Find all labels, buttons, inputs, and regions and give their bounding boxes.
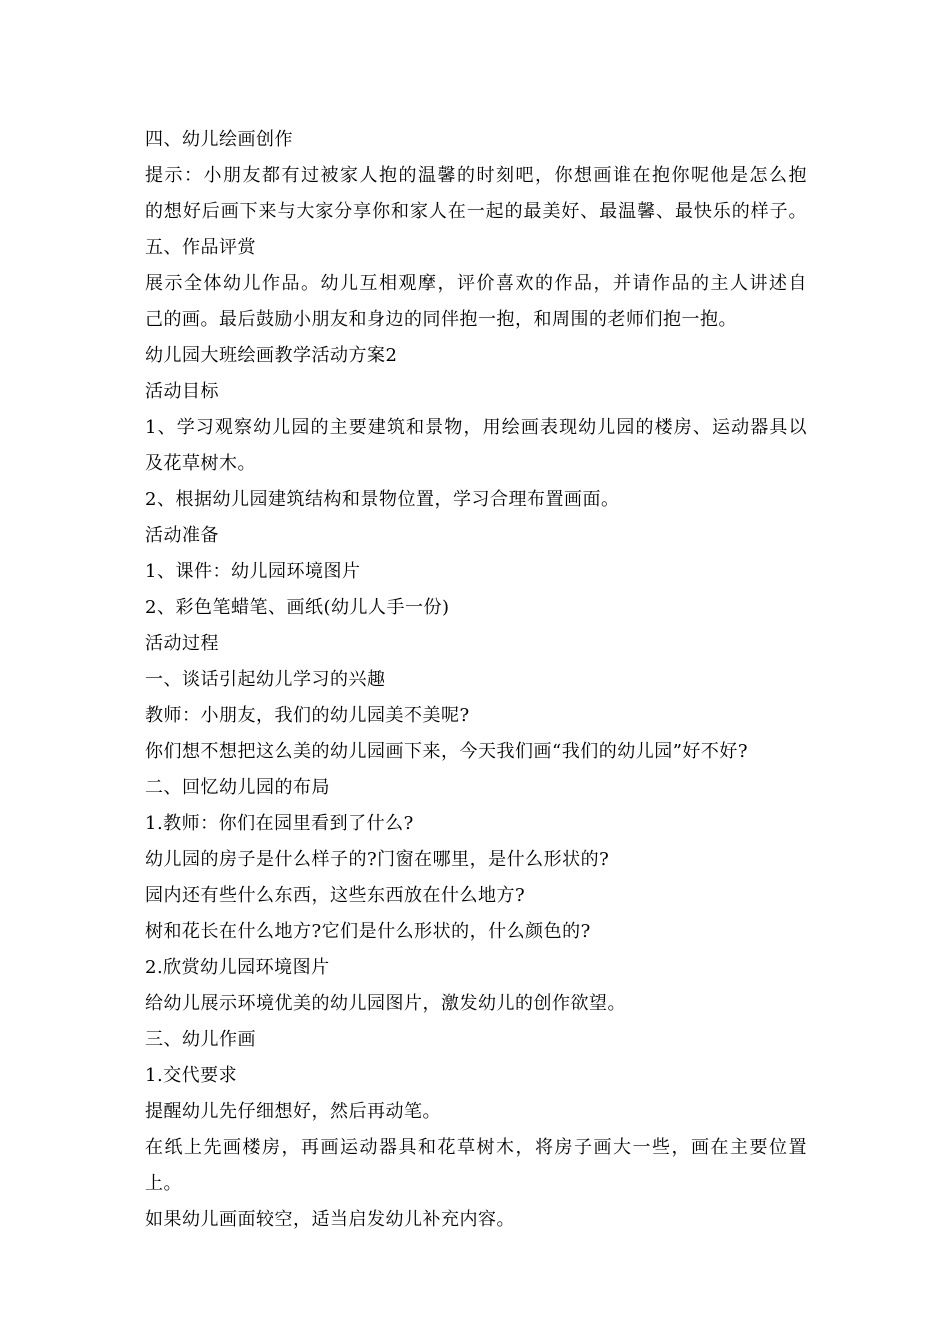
paragraph-line: 2.欣赏幼儿园环境图片 xyxy=(145,957,330,978)
section-heading: 四、幼儿绘画创作 xyxy=(145,129,293,150)
paragraph-line: 在纸上先画楼房，再画运动器具和花草树木，将房子画大一些，画在主要位置 xyxy=(145,1137,807,1158)
paragraph-line: 己的画。最后鼓励小朋友和身边的同伴抱一抱，和周围的老师们抱一抱。 xyxy=(145,309,737,330)
paragraph-line: 及花草树木。 xyxy=(145,453,256,474)
paragraph-line: 展示全体幼儿作品。幼儿互相观摩，评价喜欢的作品，并请作品的主人讲述自 xyxy=(145,273,807,294)
paragraph-line: 上。 xyxy=(145,1173,182,1194)
document-title: 幼儿园大班绘画教学活动方案2 xyxy=(145,345,398,366)
paragraph-line: 1.教师：你们在园里看到了什么? xyxy=(145,813,414,834)
paragraph-line: 的想好后画下来与大家分享你和家人在一起的最美好、最温馨、最快乐的样子。 xyxy=(145,201,807,222)
paragraph-line: 如果幼儿画面较空，适当启发幼儿补充内容。 xyxy=(145,1209,515,1230)
paragraph-line: 提醒幼儿先仔细想好，然后再动笔。 xyxy=(145,1101,441,1122)
paragraph-line: 提示：小朋友都有过被家人抱的温馨的时刻吧，你想画谁在抱你呢他是怎么抱 xyxy=(145,165,807,186)
paragraph-line: 2、彩色笔蜡笔、画纸(幼儿人手一份) xyxy=(145,597,450,618)
paragraph-line: 1.交代要求 xyxy=(145,1065,238,1086)
paragraph-line: 1、学习观察幼儿园的主要建筑和景物，用绘画表现幼儿园的楼房、运动器具以 xyxy=(145,417,807,438)
section-heading: 活动准备 xyxy=(145,525,219,546)
paragraph-line: 1、课件：幼儿园环境图片 xyxy=(145,561,361,582)
paragraph-line: 幼儿园的房子是什么样子的?门窗在哪里，是什么形状的? xyxy=(145,849,610,870)
paragraph-line: 园内还有些什么东西，这些东西放在什么地方? xyxy=(145,885,526,906)
paragraph-line: 2、根据幼儿园建筑结构和景物位置，学习合理布置画面。 xyxy=(145,489,620,510)
section-heading: 五、作品评赏 xyxy=(145,237,256,258)
section-heading: 三、幼儿作画 xyxy=(145,1029,256,1050)
section-heading: 二、回忆幼儿园的布局 xyxy=(145,777,330,798)
document-body xyxy=(145,122,810,1238)
section-heading: 活动目标 xyxy=(145,381,219,402)
paragraph-line: 你们想不想把这么美的幼儿园画下来，今天我们画“我们的幼儿园”好不好? xyxy=(145,741,749,762)
section-heading: 一、谈话引起幼儿学习的兴趣 xyxy=(145,669,386,690)
paragraph-line: 树和花长在什么地方?它们是什么形状的，什么颜色的? xyxy=(145,921,591,942)
paragraph-line: 给幼儿展示环境优美的幼儿园图片，激发幼儿的创作欲望。 xyxy=(145,993,626,1014)
paragraph-line: 教师：小朋友，我们的幼儿园美不美呢? xyxy=(145,705,470,726)
section-heading: 活动过程 xyxy=(145,633,219,654)
